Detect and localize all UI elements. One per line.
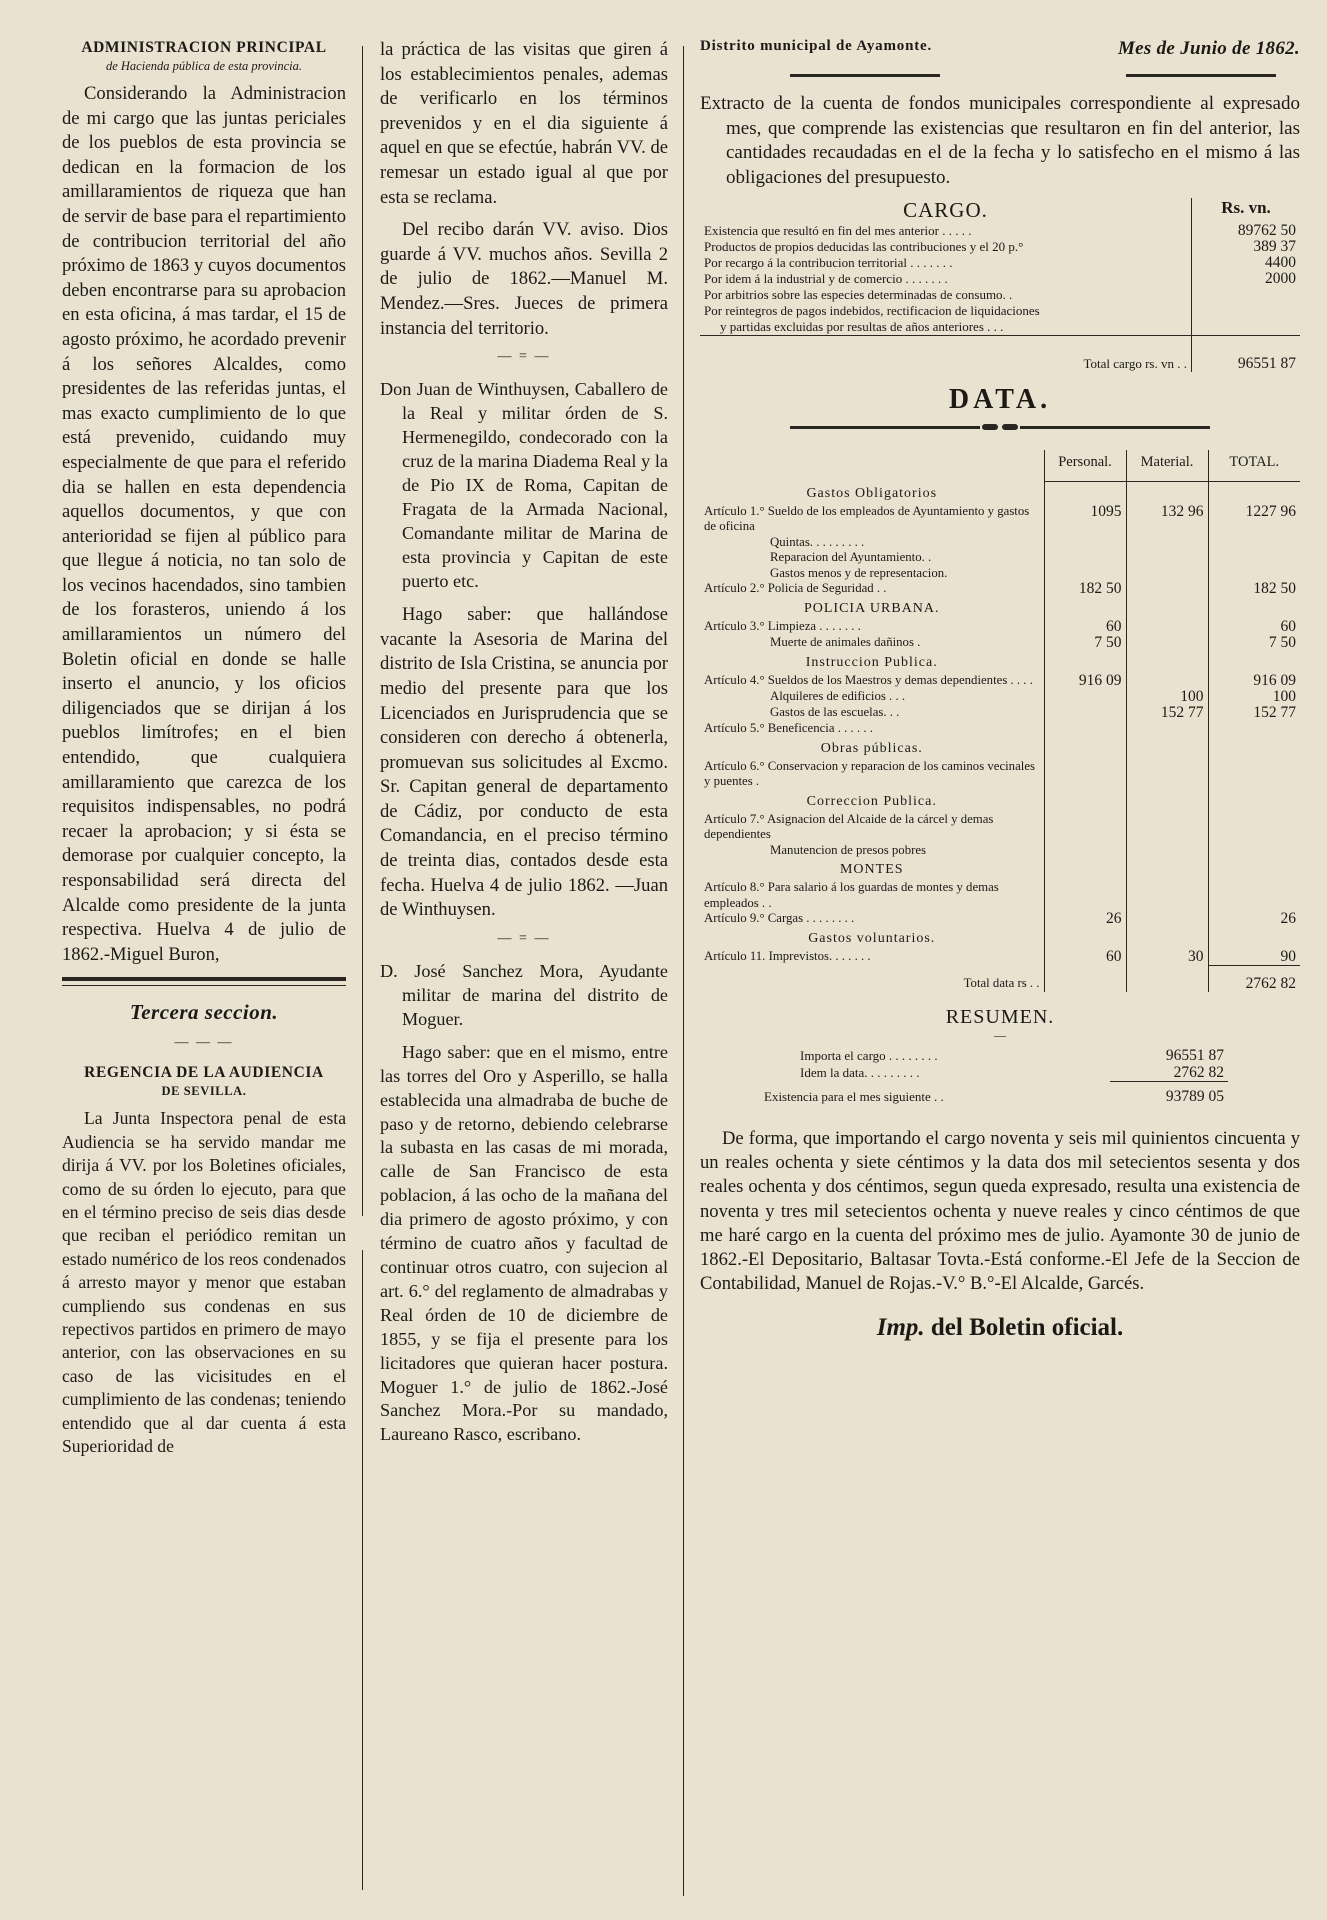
section-title: Tercera seccion. [129,1000,279,1025]
data-row-material [1126,550,1208,566]
regencia-title: REGENCIA DE LA AUDIENCIA [84,1064,324,1082]
data-row-total: 916 09 [1208,673,1300,689]
data-row [700,759,1300,790]
cargo-row-label: Productos de propios deducidas las contribuciones y el 20 p.° [704,239,1024,254]
resumen-row-label: Idem la data. . . . . . . . . [800,1065,920,1081]
data-row [700,812,1300,843]
data-group-title: Gastos voluntarios. [808,931,936,946]
admin-title: ADMINISTRACION PRINCIPAL [81,39,327,56]
section-rule-thin [62,985,346,986]
cargo-row [700,255,1300,271]
cargo-row-amount: 4400 [1192,255,1301,271]
cargo-row [700,287,1300,303]
cargo-row-amount: 2000 [1192,271,1301,287]
data-row-label: Reparacion del Ayuntamiento. . [770,550,932,564]
data-group-title: Instruccion Publica. [805,655,938,670]
data-row-total: 26 [1208,911,1300,927]
data-row-label: Gastos menos y de representacion. [770,565,948,580]
resumen-row [760,1064,1228,1082]
data-row-material [1126,581,1208,597]
col-personal: Personal. [1044,450,1126,482]
data-row-material [1126,759,1208,790]
data-row-total: 100 [1208,689,1300,705]
mora-intro: D. José Sanchez Mora, Ayudante militar de marina del distrito de Moguer. [380,960,668,1029]
cargo-row [700,223,1300,239]
data-row [700,504,1300,535]
separator: — = — [497,930,551,946]
cargo-row-amount: 89762 50 [1192,223,1301,239]
data-row [700,535,1300,551]
data-row-label: Artículo 6.° Conservacion y reparacion de los caminos vecinales y puentes . [704,758,1035,788]
column-rule-1 [362,46,363,1216]
data-row-personal: 182 50 [1044,581,1126,597]
balance-amount: 93789 05 [1165,1088,1224,1105]
extract-text: Extracto de la cuenta de fondos municipales correspondiente al expresado mes, que comprende las existencias que resultaron en fin del anterior, las cantidades recaudadas en el de la fecha y lo satisfecho en el mismo á las obligaciones del presupuesto. [700,93,1300,188]
data-row [700,949,1300,966]
data-row-label: Artículo 4.° Sueldos de los Maestros y demas dependientes . . . . [704,673,1033,687]
cargo-row-amount [1192,303,1301,319]
cargo-row [700,303,1300,319]
regencia-subtitle: DE SEVILLA. [161,1084,247,1099]
data-row-material [1126,911,1208,927]
regencia-closing: Del recibo darán VV. aviso. Dios guarde á VV. muchos años. Sevilla 2 de julio de 1862.—Manuel M. Mendez.—Sres. Jueces de primera instancia del territorio. [380,219,668,339]
data-row-total [1208,566,1300,582]
cargo-row-label: Por idem á la industrial y de comercio . . . . . . . [704,271,948,286]
data-row-total [1208,721,1300,737]
data-total: 2762 82 [1208,966,1300,993]
data-group-title: POLICIA URBANA. [803,601,940,616]
data-row [700,581,1300,597]
data-row-material [1126,843,1208,859]
data-row [700,911,1300,927]
data-row-personal: 1095 [1044,504,1126,535]
regencia-continuation: la práctica de las visitas que giren á los establecimientos penales, ademas de verificarlo en los términos prevenidos y en el dia siguiente á aquel en que se efectúe, habrán VV. de remesar un estado igual al que por esta se reclama. [380,39,668,208]
cargo-total: 96551 87 [1192,336,1301,373]
data-group-title: Gastos Obligatorios [806,485,938,501]
data-row-total [1208,880,1300,911]
district-name: Distrito municipal de Ayamonte. [700,38,933,54]
resumen-row-label: Importa el cargo . . . . . . . . [800,1048,938,1063]
cargo-row-amount [1192,287,1301,303]
data-row [700,619,1300,635]
data-row-label: Artículo 7.° Asignacion del Alcaide de la cárcel y demas dependientes [704,811,994,841]
data-row-personal: 26 [1044,911,1126,927]
data-row-personal [1044,812,1126,843]
winthuysen-body: Hago saber: que hallándose vacante la Asesoria de Marina del distrito de Isla Cristina, se anuncia por medio del presente para que los Licenciados en Jurisprudencia que se consideren con derecho á obtenerla, promuevan sus solicitudes al Excmo. Sr. Capitan general de departamento de Cádiz, por conducto de esta Comandancia, en el preciso término de treinta dias, contados desde esta fecha. Huelva 4 de julio 1862. —Juan de Winthuysen. [380,604,668,921]
data-row-personal [1044,880,1126,911]
data-row-label: Artículo 5.° Beneficencia . . . . . . [704,721,873,735]
data-row-label: Artículo 8.° Para salario á los guardas de montes y demas empleados . . [704,880,999,910]
cargo-total-label: Total cargo rs. vn . . [700,336,1192,373]
data-row [700,880,1300,911]
data-row-personal [1044,759,1126,790]
cargo-row-label: y partidas excluidas por resultas de años anteriores . . . [720,319,1004,334]
data-row [700,635,1300,651]
account-header [700,38,1300,60]
data-row [700,550,1300,566]
data-row-total [1208,812,1300,843]
printer-imprint [700,1314,1300,1342]
data-row [700,721,1300,737]
data-row-total: 152 77 [1208,705,1300,721]
closing-text: De forma, que importando el cargo noventa y seis mil quinientos cincuenta y un reales ochenta y siete céntimos y la data dos mil setecientos sesenta y dos reales ochenta y dos céntimos, segun queda expresado, resulta una existencia de noventa y tres mil setecientos ochenta y nueve reales y cinco céntimos de que me haré cargo en la cuenta del próximo mes de julio. Ayamonte 30 de junio de 1862.-El Depositario, Baltasar Tovta.-Está conforme.-El Jefe de la Seccion de Contabilidad, Manuel de Rojas.-V.° B.°-El Alcalde, Garcés. [700,1128,1300,1295]
winthuysen-intro: Don Juan de Winthuysen, Caballero de la Real y militar órden de S. Hermenegildo, condecorado con la cruz de la marina Diadema Real y la de Pio IX de Roma, Capitan de Fragata de la Armada Nacional, Comandante militar de Marina de esta provincia y Capitan de este puerto etc. [380,379,668,592]
data-row-total: 182 50 [1208,581,1300,597]
data-row-personal [1044,689,1126,705]
data-title: DATA. [948,384,1052,415]
data-row-label: Quintas. . . . . . . . . [770,534,865,549]
cargo-row-label: Existencia que resultó en fin del mes anterior . . . . . [704,223,972,238]
data-row-personal [1044,721,1126,737]
data-row-total: 90 [1208,949,1300,966]
balance-label: Existencia para el mes siguiente . . [764,1088,944,1104]
data-row-label: Artículo 9.° Cargas . . . . . . . . [704,911,855,925]
data-row-total: 7 50 [1208,635,1300,651]
data-row [700,843,1300,859]
data-row-material [1126,566,1208,582]
col-material: Material. [1126,450,1208,482]
data-row-material [1126,673,1208,689]
data-row-personal: 916 09 [1044,673,1126,689]
data-row-total: 60 [1208,619,1300,635]
data-group-title: Correccion Publica. [806,793,937,809]
header-rules [700,70,1300,84]
data-row-material: 152 77 [1126,705,1208,721]
column-rule-2 [683,46,684,1896]
column-rule-1b [362,1250,363,1890]
col-total: TOTAL. [1208,450,1300,482]
data-row-personal: 60 [1044,949,1126,966]
resumen-row-amount: 2762 82 [1110,1064,1228,1082]
cargo-table [700,198,1300,372]
data-row [700,705,1300,721]
data-row-total [1208,759,1300,790]
data-row-label: Artículo 3.° Limpieza . . . . . . . [704,619,861,633]
data-row-personal: 60 [1044,619,1126,635]
separator: — = — [497,349,551,365]
column-3 [700,38,1300,1342]
data-row-material [1126,812,1208,843]
cargo-row-label: Por arbitrios sobre las especies determinadas de consumo. . [704,287,1013,302]
data-group-title: MONTES [839,862,904,877]
data-row-personal [1044,705,1126,721]
data-table [700,450,1300,992]
data-row-total: 1227 96 [1208,504,1300,535]
data-row-total [1208,550,1300,566]
data-total-label: Total data rs . . [963,975,1040,990]
data-row-personal [1044,535,1126,551]
cargo-unit: Rs. vn. [1192,198,1301,223]
resumen-title: RESUMEN. [945,1006,1055,1028]
ornament-rule [700,418,1300,436]
regencia-body: La Junta Inspectora penal de esta Audiencia se ha servido mandar me dirija á VV. por los Boletines oficiales, como de su órden lo ejecuto, para que en el término preciso de seis dias desde que reciban el periódico remitan un estado numérico de los reos condenados á arresto mayor y menor que estaban cumpliendo sus condenas en sus repectivos partidos en primero de mayo anterior, con las observaciones en su caso de las vicisitudes en el cumplimiento de las condenas; teniendo entendido que al dar cuenta á esta Superioridad de [62,1108,346,1457]
section-rule [62,977,346,981]
printer-imp: Imp. [876,1314,925,1342]
data-row-material: 30 [1126,949,1208,966]
data-row [700,673,1300,689]
data-row-material: 100 [1126,689,1208,705]
data-row-label: Manutencion de presos pobres [770,842,927,857]
data-row-material [1126,535,1208,551]
cargo-row-amount: 389 37 [1192,239,1301,255]
data-row [700,689,1300,705]
resumen-table [760,1047,1228,1105]
account-month: Mes de Junio de 1862. [1117,38,1300,59]
data-group-title: Obras públicas. [820,740,923,756]
data-row-label: Artículo 2.° Policia de Seguridad . . [704,581,887,595]
admin-body: Considerando la Administracion de mi cargo que las juntas periciales de los pueblos de esta provincia se dedican en la formacion de los amillaramientos de riqueza que han de servir de base para el repartimiento de contribucion territorial del año próximo de 1863 y cuyos documentos deben encontrarse para su aprobacion en esta oficina, á mas tardar, el 15 de agosto próximo, he acordado prevenir á los señores Alcaldes, como presidentes de las referidas juntas, el mas exacto cumplimiento de lo que está prevenido, cuidando muy especialmente de que para el referido dia se hallen en esta dependencia aquellos documentos, y que con anterioridad se fijen al público para que llegue á noticia, no tan solo de los vecinos hacendados, sino tambien de los forasteros, uniendo á los amillaramientos un número del Boletin oficial en donde se halle inserto el anuncio, y los oficios diligenciados que se dirijan á los pueblos limítrofes; en el bien entendido, que cualquiera amillaramiento que carezca de los requisitos indispensables, no podrá recaer la aprobacion; y si ésta se demorase por cualquier concepto, la responsabilidad será directa del Alcalde como presidente de la junta respectiva. Huelva 4 de julio de 1862.-Miguel Buron, [62,83,346,965]
data-row [700,566,1300,582]
resumen-row-amount: 96551 87 [1165,1047,1224,1064]
cargo-row-amount [1192,319,1301,336]
resumen-rule: — [994,1028,1006,1042]
mora-body: Hago saber: que en el mismo, entre las torres del Oro y Asperillo, se halla establecida una almadraba de buche de paso y de retorno, debiendo celebrarse la subasta en las casas de mi morada, calle de San Francisco de esta poblacion, á las ocho de la mañana del dia primero de agosto próximo, y con término de cuatro años y facultad de continuar otros cuatro, con sujecion al art. 6.° del reglamento de almadrabas y Real órden de 10 de diciembre de 1855, y se fija el presente para los licitadores que quieran hacer postura. Moguer 1.° de julio de 1862.-José Sanchez Mora.-Por su mandado, Laureano Rasco, escribano. [380,1041,668,1445]
data-row-material [1126,880,1208,911]
admin-subtitle: de Hacienda pública de esta provincia. [105,59,302,73]
cargo-row [700,239,1300,255]
cargo-row [700,319,1300,336]
data-row-label: Artículo 1.° Sueldo de los empleados de Ayuntamiento y gastos de oficina [704,503,1030,533]
data-row-label: Gastos de las escuelas. . . [770,705,900,719]
printer-rest: del Boletin oficial. [930,1314,1124,1342]
data-row-material: 132 96 [1126,504,1208,535]
cargo-row-label: Por reintegros de pagos indebidos, rectificacion de liquidaciones [704,303,1040,318]
data-row-label: Artículo 11. Imprevistos. . . . . . . [704,949,871,963]
data-row-total [1208,535,1300,551]
data-row-personal [1044,843,1126,859]
separator: — — — [174,1035,234,1051]
cargo-title: CARGO. [903,198,988,222]
data-row-total [1208,843,1300,859]
column-2 [380,38,668,1447]
data-row-label: Muerte de animales dañinos . [770,635,921,649]
data-row-material [1126,721,1208,737]
data-row-label: Alquileres de edificios . . . [770,689,906,703]
column-1 [62,38,346,1458]
data-row-material [1126,619,1208,635]
cargo-row [700,271,1300,287]
cargo-row-label: Por recargo á la contribucion territorial . . . . . . . [704,255,953,270]
data-row-material [1126,635,1208,651]
resumen-row [760,1047,1228,1064]
data-row-personal [1044,566,1126,582]
data-row-personal [1044,550,1126,566]
data-row-personal: 7 50 [1044,635,1126,651]
